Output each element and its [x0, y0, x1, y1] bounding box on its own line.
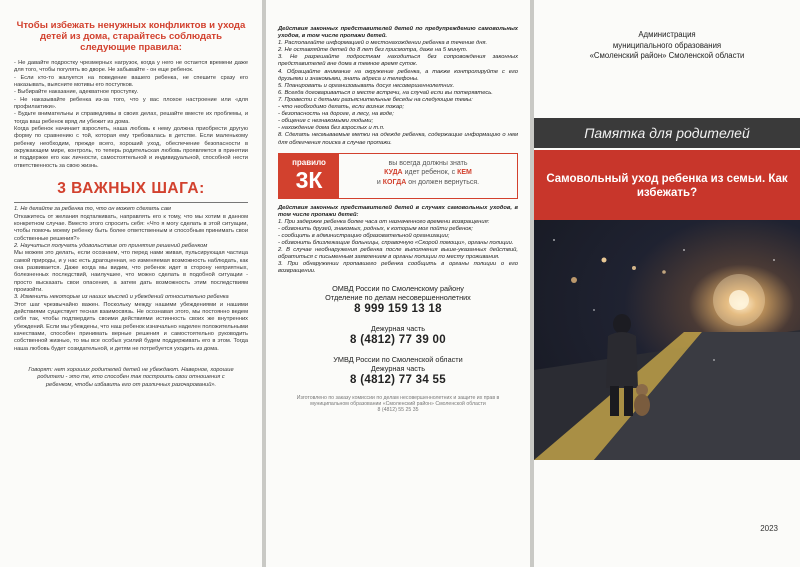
steps-title: 3 ВАЖНЫХ ШАГА: — [57, 180, 205, 198]
headline: Самовольный уход ребенка из семьи. Как избежать? — [534, 150, 800, 220]
step-title: 1. Не делайте за ребенка то, что он может сделать сам — [14, 206, 171, 213]
list-item: 7. Провести с детьми разъяснительные беседы на следующие темы: — [278, 96, 473, 103]
rule-3k-text — [339, 154, 517, 198]
rule-item: - Будьте внимательны и справедливы в своих делах, решайте вместе их проблемы, и тогда ваш ребенок вряд ли убежит из дома. — [14, 111, 248, 125]
contact-phone: 8 (4812) 77 34 55 — [350, 373, 446, 386]
list-item: - что необходимо делать, если возник пожар; — [278, 104, 404, 111]
contact-org: ОМВД России по Смоленскому району — [332, 283, 464, 293]
list-item: 3. Не разрешайте подросткам находиться без сопровождения законных представителей вне дома в темное время суток. — [278, 54, 518, 68]
rule-line: КУДА идет ребенок, с КЕМ — [384, 169, 472, 177]
list-item: - сообщить в администрацию образовательной организации; — [278, 232, 450, 239]
rule-item: - Выбирайте наказание, адекватное проступку. — [14, 89, 139, 96]
contact-phone: 8 999 159 13 18 — [354, 302, 442, 315]
step-text: Откажитесь от желания подталкивать, направлять его к тому, что мы хотим в данном конкретном случае. Вместо этого спросить себя: «Что я могу сделать в этой ситуации, чтобы помочь моему ребенку быть более ответственным и способным принимать свои собственные решения?» — [14, 213, 248, 242]
rule-item: - Если кто-то жалуется на поведение вашего ребенка, не спешите сразу его наказывать, выясните мотивы его поступков. — [14, 74, 248, 89]
night-platform-illustration — [534, 220, 800, 460]
section-title: Действия законных представителей детей по предупреждению самовольных уходов, в том числе пропажи детей. — [278, 26, 518, 40]
panel-left — [0, 0, 262, 567]
list-item: 4. Обращайте внимание на окружение ребенка, а также контролируйте с его друзьями и знакомыми, знать адреса и телефоны. — [278, 68, 518, 82]
list-item: 3. При обнаружении пропавшего ребенка сообщить в органы полиции о его возвращении. — [278, 261, 518, 275]
rules-title: Чтобы избежать ненужных конфликтов и ухода детей из дома, старайтесь соблюдать следующие правила: — [16, 20, 246, 53]
quote: Говорят: нет хороших родителей детей не убеждают. Наверное, хорошие родители - это те, кто способен так построить свои отношения с ребенком, чтобы избавить его от различных разочарований». — [28, 367, 234, 388]
footer-note: Изготовлено по заказу комиссии по делам несовершеннолетних и защите их прав в муниципальном образовании «Смоленский район» Смоленской области 8 (4812) 55 25 35 — [278, 395, 518, 414]
contacts — [278, 284, 518, 387]
step-text: Этот шаг чрезвычайно важен. Поскольку между нашими убеждениями и нашими действиями существует тесная взаимосвязь. Не осознавая этого, мы постоянно ведем себя так, чтобы подтвердить своими действиями истинность своих же внутренних убеждений. Если мы убеждены, что наш ребенок изначально наделен положительными качествами, способен принимать верные решения и самостоятельно руководить собственной жизнью, то мы все особых усилий будем поддерживать его в этом. Тогда наша любовь будет созидательной, и детям не потребуется уходить из дома. — [14, 301, 248, 352]
rule-3k-badge — [279, 154, 339, 198]
rule-line: и КОГДА он должен вернуться. — [376, 178, 480, 186]
list-item: 1. Располагайте информацией о местонахождении ребенка в течение дня. — [278, 40, 488, 47]
section-title: Действия законных представителей детей в случаях самовольных уходов, в том числе пропажи детей: — [278, 204, 518, 218]
list-item: 1. При задержке ребенка более часа от назначенного времени возвращения: — [278, 218, 490, 225]
contact-org: УМВД России по Смоленской области — [333, 354, 463, 364]
list-item: - безопасность на дороге, в лесу, на воде; — [278, 111, 394, 118]
list-item: 6. Всегда договариваться о месте встречи, на случай если вы потерявтесь. — [278, 89, 493, 96]
list-item: 8. Сделать несмываемые метки на одежде ребенка, содержащие информацию о нем для облегчения поиска в случае пропажи. — [278, 132, 518, 146]
rules-list — [14, 60, 248, 170]
memo-banner: Памятка для родителей — [534, 118, 800, 148]
rule-number: 3К — [295, 166, 323, 193]
actions-section — [278, 205, 518, 276]
list-item: 5. Планировать и организовывать досуг несовершеннолетних. — [278, 82, 455, 89]
year: 2023 — [760, 524, 778, 533]
list-item: - нахождение дома без взрослых и т.п. — [278, 125, 385, 132]
rule-item: - Не давайте подростку чрезмерных нагрузок, когда у него не остается времени даже для того, чтобы погулять во дворе. Не забывайте - он еще ребенок. — [14, 60, 248, 74]
list-item: - обзвонить друзей, знакомых, родных, к которым мог пойти ребенок; — [278, 225, 473, 232]
rule-3k-box — [278, 153, 518, 199]
list-item: 2. Не оставляйте детей до 8 лет без присмотра, даже на 5 минут. — [278, 47, 468, 54]
step-title: 3. Изменить некоторые из наших мыслей и убеждений относительно ребенка — [14, 294, 229, 301]
prevent-section — [278, 26, 518, 147]
panel-cover — [534, 0, 800, 567]
contact-dept: Дежурная часть — [370, 363, 426, 373]
list-item: 2. В случае необнаружения ребенка после выполнения выше-указанных действий, обратиться с письменным заявлением в органы полиции по месту проживания. — [278, 247, 518, 261]
admin-header: Администрация муниципального образования «Смоленский район» Смоленской области — [589, 30, 745, 60]
contact-phone: 8 (4812) 77 39 00 — [350, 333, 446, 346]
list-item: - общение с незнакомыми людьми; — [278, 118, 374, 125]
divider — [14, 202, 248, 203]
step-title: 2. Научиться получать удовольствие от принятия решений ребенком — [14, 242, 208, 249]
cover-photo — [534, 220, 800, 460]
list-item: - обзвонить близлежащие больницы, справочную «Скорой помощи», органы полиции. — [278, 240, 514, 247]
panel-middle — [266, 0, 530, 567]
rule-item: - Не наказывайте ребенка из-за того, что у вас плохое настроение или «для профилактики». — [14, 96, 248, 111]
rule-item: Когда ребенок начинает взрослеть, наша любовь к нему должна приобрести другую форму по сравнению с той, которая ему требовалась в детстве. Если маленькому ребенку необходим, прежде всего, хороший уход, обеспечение безопасности в окружающем мире, контроль, то теперь родительская любовь проявляется в принятии и поддержке его как личности, самостоятельной и индивидуальной, способной нести ответственность за свою жизнь. — [14, 126, 248, 169]
step-text: Мы можем это делать, если осознаем, что перед нами живая, пульсирующая частица самой природы, и у нас есть драгоценная, но изменяемая возможность наблюдать, как она развивается. Даже когда мы видим, что ребенок идет в сторону неприятных, болезненных последствий, наилучшее, что можно сделать в подобной ситуации - просто высказать свои опасения, а затем дать возможность этим последствиям произойти. — [14, 250, 248, 293]
steps-body — [14, 206, 248, 353]
footer-phone: 8 (4812) 55 25 35 — [377, 407, 419, 414]
rule-line: вы всегда должны знать — [388, 159, 468, 167]
contact-dept: Отделение по делам несовершеннолетних — [325, 292, 471, 302]
contact-org: Дежурная часть — [370, 323, 426, 333]
rule-word: правило — [292, 157, 326, 167]
